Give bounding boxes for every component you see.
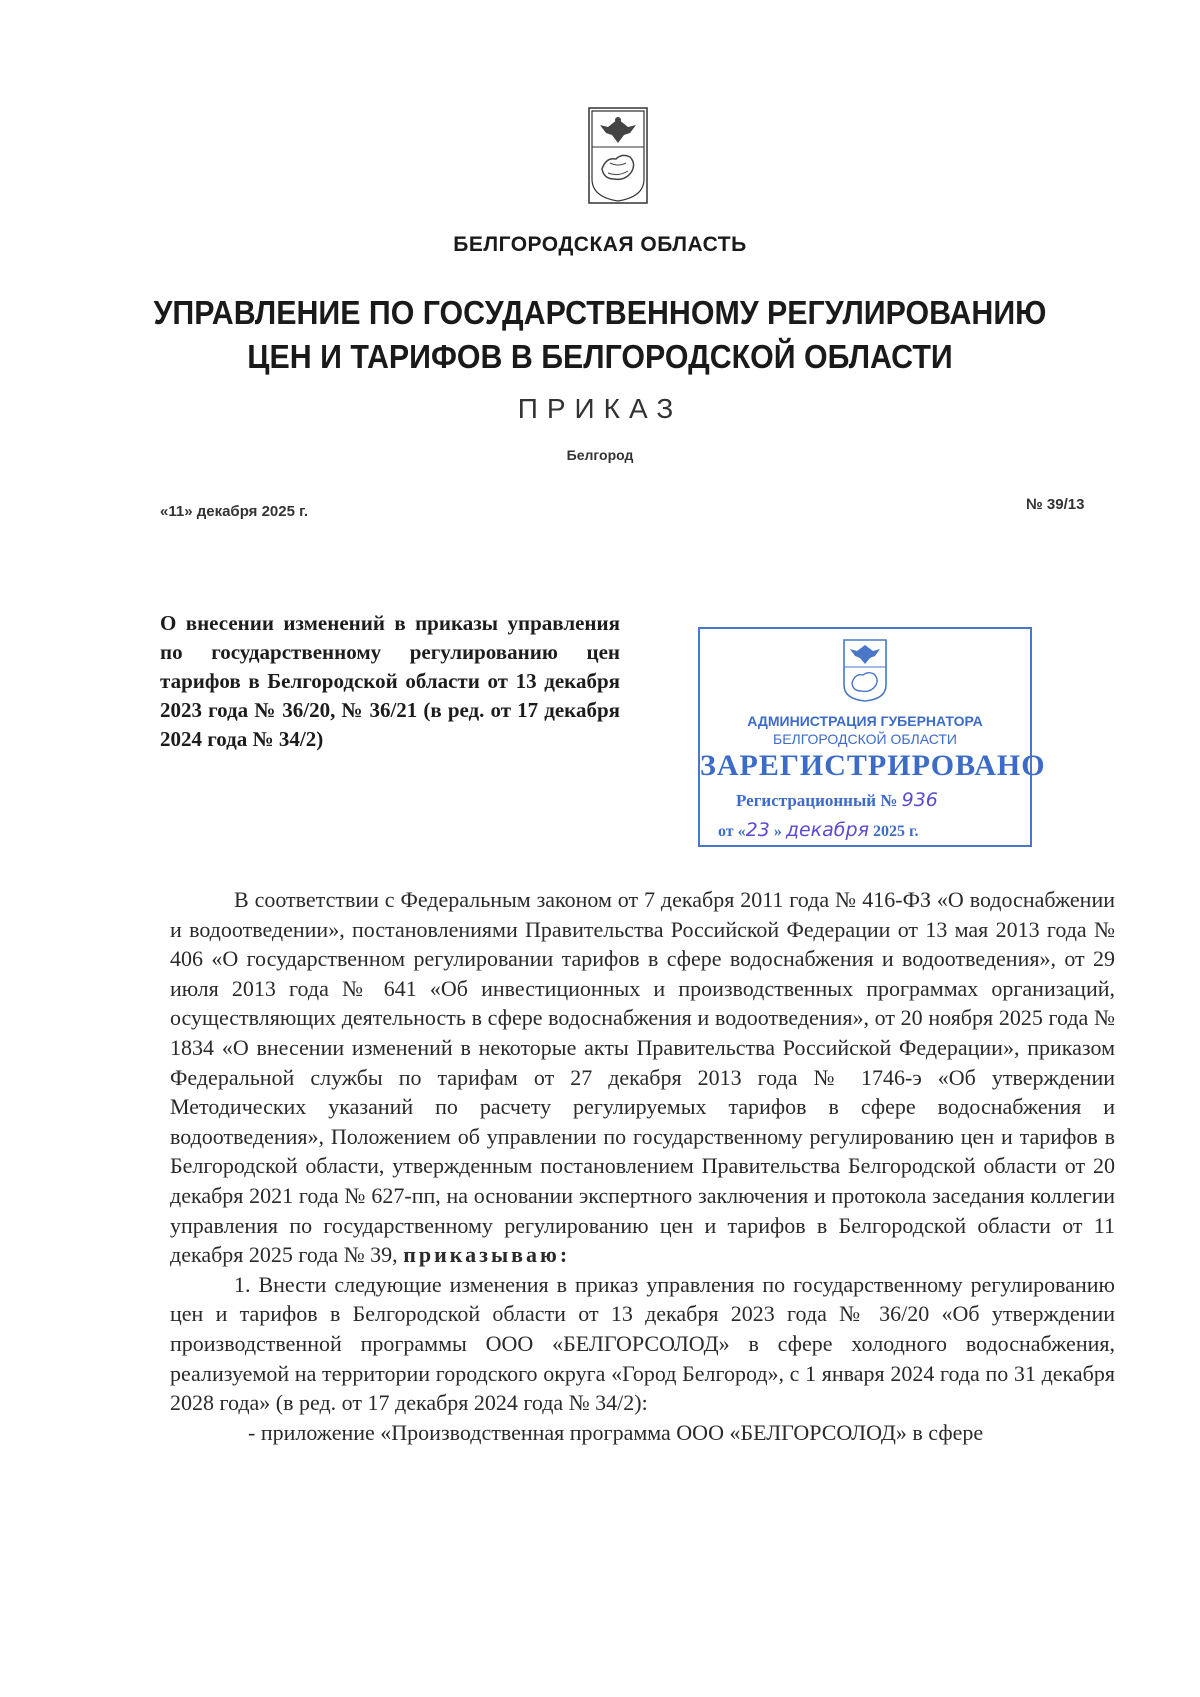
region-title: БЕЛГОРОДСКАЯ ОБЛАСТЬ: [453, 233, 747, 256]
stamp-org-line1: АДМИНИСТРАЦИЯ ГУБЕРНАТОРА: [747, 713, 983, 729]
stamp-reg-number-line: [736, 789, 938, 811]
agency-title-line1: УПРАВЛЕНИЕ ПО ГОСУДАРСТВЕННОМУ РЕГУЛИРОВАНИЮ: [153, 294, 1047, 331]
order-word: приказываю:: [403, 1242, 571, 1268]
registration-stamp: [698, 627, 1046, 847]
document-type: ПРИКАЗ: [517, 393, 683, 424]
stamp-month: декабря: [785, 819, 869, 841]
city: Белгород: [566, 447, 634, 463]
stamp-reg-number: 936: [901, 789, 938, 811]
document-body: [170, 885, 1115, 1447]
body-paragraph-3: - приложение «Производственная программа ООО «БЕЛГОРСОЛОД» в сфере: [248, 1419, 984, 1445]
stamp-day: 23: [745, 819, 770, 841]
coat-of-arms-emblem: [588, 107, 648, 204]
stamp-date-mid: »: [773, 823, 782, 840]
stamp-date-line: [718, 819, 918, 841]
stamp-org-line2: БЕЛГОРОДСКОЙ ОБЛАСТИ: [773, 731, 957, 747]
document-subject: О внесении изменений в приказы управления по государственному регулированию цен тарифов в Белгородской области от 13 декабря 2023 года № 36/20, № 36/21 (в ред. от 17 декабря 2024 года № 34/2): [160, 611, 620, 751]
stamp-reg-label: Регистрационный №: [736, 791, 898, 810]
document-date: «11» декабря 2025 г.: [160, 503, 309, 520]
stamp-emblem-icon: [840, 637, 890, 703]
body-paragraph-2: 1. Внести следующие изменения в приказ управления по государственному регулированию цен и тарифов в Белгородской области от 13 декабря 2023 года № 36/20 «Об утверждении производственной программы ООО «БЕЛГОРСОЛОД» в сфере холодного водоснабжения, реализуемой на территории городского округа «Город Белгород», с 1 января 2024 года по 31 декабря 2028 года» (в ред. от 17 декабря 2024 года № 34/2):: [170, 1271, 1115, 1416]
agency-title-line2: ЦЕН И ТАРИФОВ В БЕЛГОРОДСКОЙ ОБЛАСТИ: [247, 338, 953, 375]
body-paragraph-1-text: В соответствии с Федеральным законом от 7 декабря 2011 года № 416-ФЗ «О водоснабжении и водоотведении», постановлениями Правительства Российской Федерации от 13 мая 2013 года № 406 «О государственном регулировании тарифов в сфере водоснабжения и водоотведения», от 29 июля 2013 года № 641 «Об инвестиционных и производственных программах организаций, осуществляющих деятельность в сфере водоснабжения и водоотведения», от 20 ноября 2025 года № 1834 «О внесении изменений в некоторые акты Правительства Российской Федерации», приказом Федеральной службы по тарифам от 27 декабря 2013 года № 1746-э «Об утверждении Методических указаний по расчету регулируемых тарифов в сфере водоснабжения и водоотведения», Положением об управлении по государственному регулированию цен и тарифов в Белгородской области, утвержденным постановлением Правительства Белгородской области от 20 декабря 2021 года № 627-пп, на основании экспертного заключения и протокола заседания коллегии управления по государственному регулированию цен и тарифов в Белгородской области от 11 декабря 2025 года № 39,: [170, 887, 1115, 1268]
body-paragraph-1: [170, 885, 1115, 1270]
stamp-date-prefix: от «: [718, 823, 746, 840]
agency-title: [48, 291, 1152, 379]
document-number: № 39/13: [1026, 496, 1085, 513]
stamp-year: 2025: [873, 823, 905, 840]
stamp-date-suffix: г.: [909, 823, 919, 840]
stamp-registered: ЗАРЕГИСТРИРОВАНО: [700, 749, 1046, 782]
